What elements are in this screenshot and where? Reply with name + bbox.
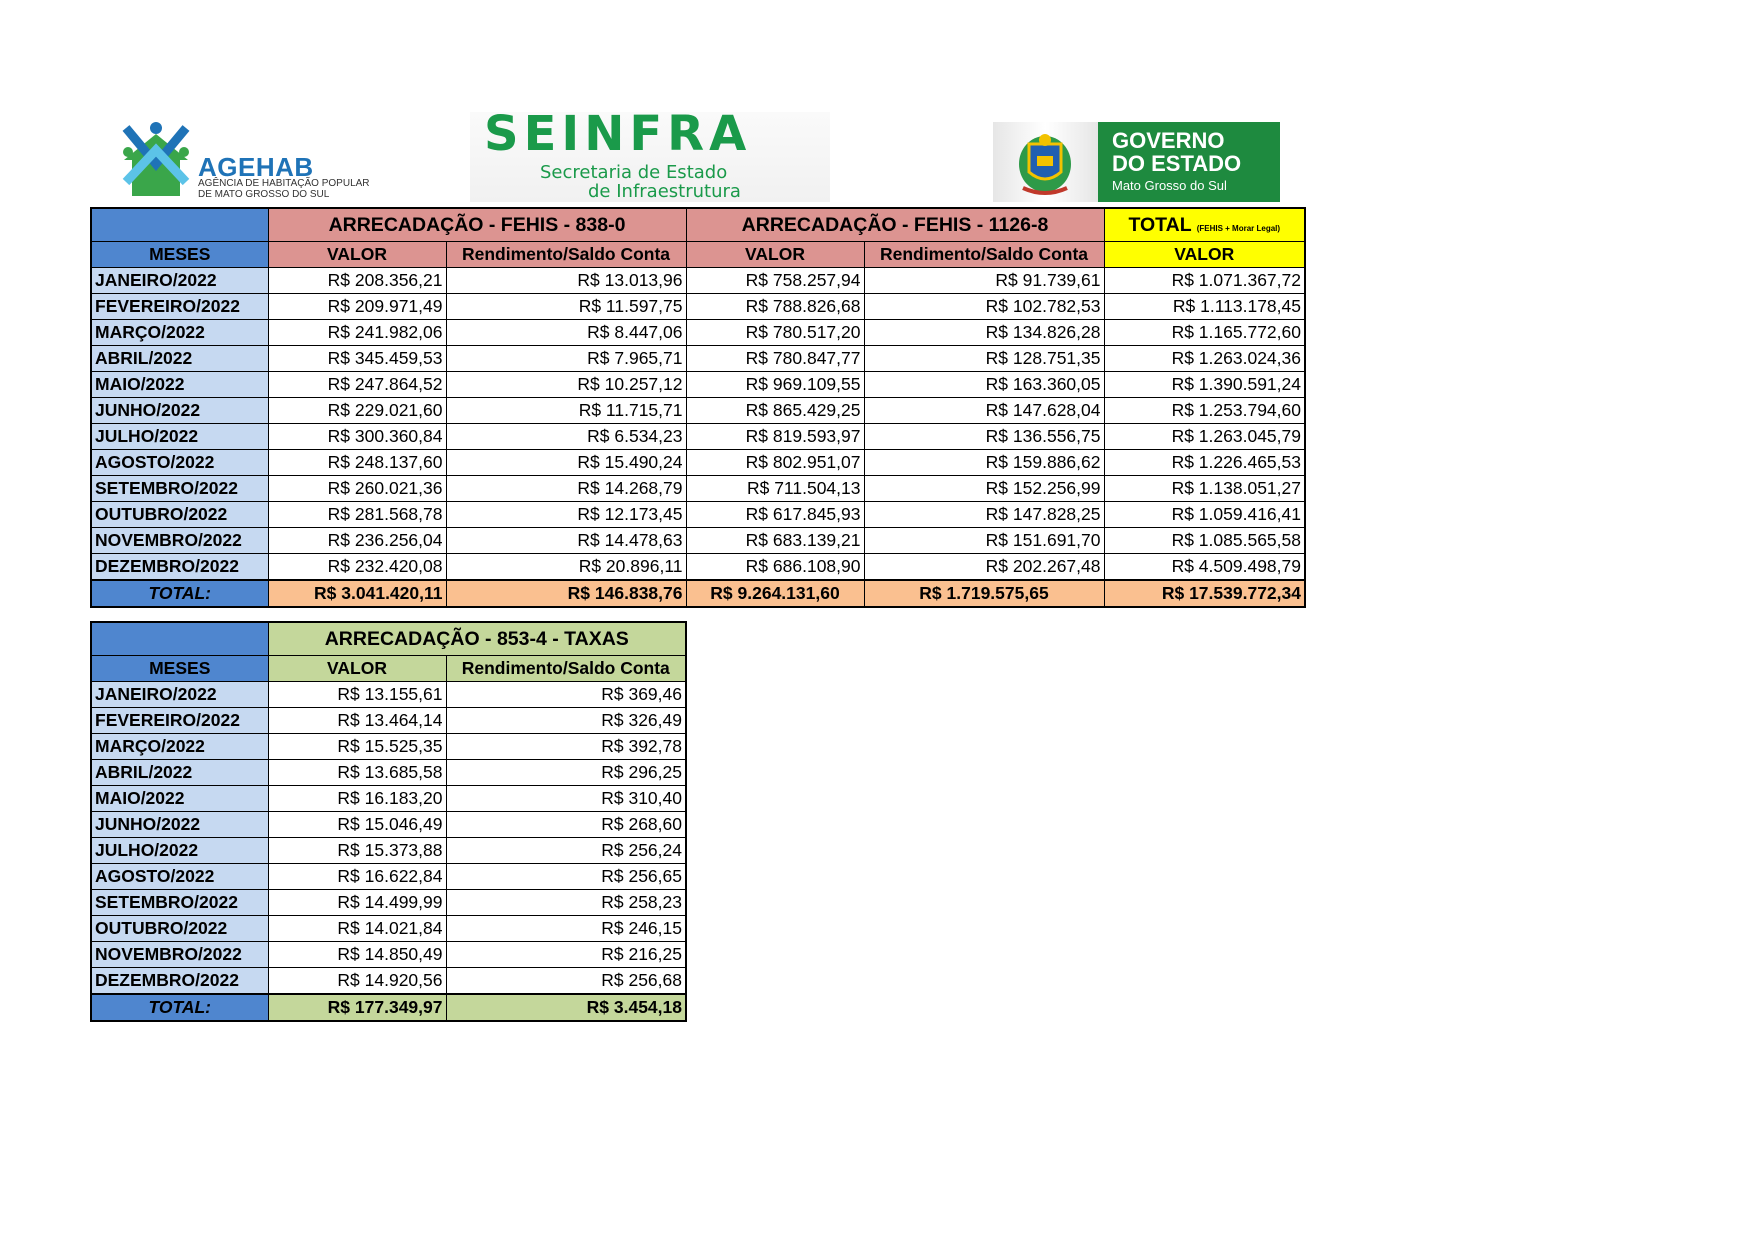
column-header-meses: MESES [91, 242, 268, 268]
table-row [91, 786, 686, 812]
table-column-header-row [91, 242, 1305, 268]
valor-cell: R$ 16.622,84 [268, 864, 446, 890]
totals-valor-838: R$ 3.041.420,11 [268, 580, 446, 607]
valor-838-cell: R$ 236.256,04 [268, 528, 446, 554]
valor-cell: R$ 14.920,56 [268, 968, 446, 995]
table-row [91, 838, 686, 864]
rendimento-cell: R$ 268,60 [446, 812, 686, 838]
valor-cell: R$ 13.685,58 [268, 760, 446, 786]
valor-1126-cell: R$ 819.593,97 [686, 424, 864, 450]
totals-row [91, 580, 1305, 607]
total-cell: R$ 1.263.045,79 [1104, 424, 1305, 450]
total-cell: R$ 1.071.367,72 [1104, 268, 1305, 294]
rendimento-1126-cell: R$ 151.691,70 [864, 528, 1104, 554]
valor-838-cell: R$ 247.864,52 [268, 372, 446, 398]
month-cell: OUTUBRO/2022 [91, 916, 268, 942]
governo-line2: DO ESTADO [1112, 151, 1242, 176]
total-header-label: TOTAL [1128, 213, 1192, 236]
valor-cell: R$ 16.183,20 [268, 786, 446, 812]
month-cell: JUNHO/2022 [91, 812, 268, 838]
valor-1126-cell: R$ 865.429,25 [686, 398, 864, 424]
valor-1126-cell: R$ 617.845,93 [686, 502, 864, 528]
seinfra-name: SEINFRA [484, 106, 752, 162]
valor-1126-cell: R$ 711.504,13 [686, 476, 864, 502]
table-row [91, 346, 1305, 372]
total-cell: R$ 1.263.024,36 [1104, 346, 1305, 372]
total-cell: R$ 1.138.051,27 [1104, 476, 1305, 502]
table-row [91, 734, 686, 760]
month-cell: JANEIRO/2022 [91, 268, 268, 294]
state-seal-icon [993, 122, 1098, 202]
month-cell: FEVEREIRO/2022 [91, 708, 268, 734]
valor-838-cell: R$ 209.971,49 [268, 294, 446, 320]
rendimento-cell: R$ 216,25 [446, 942, 686, 968]
valor-1126-cell: R$ 780.847,77 [686, 346, 864, 372]
total-cell: R$ 4.509.498,79 [1104, 554, 1305, 581]
rendimento-838-cell: R$ 7.965,71 [446, 346, 686, 372]
governo-ms-logo [993, 122, 1280, 202]
valor-838-cell: R$ 241.982,06 [268, 320, 446, 346]
valor-1126-cell: R$ 683.139,21 [686, 528, 864, 554]
table-row [91, 916, 686, 942]
rendimento-838-cell: R$ 14.268,79 [446, 476, 686, 502]
total-cell: R$ 1.253.794,60 [1104, 398, 1305, 424]
fehis-collection-table [90, 207, 1306, 608]
rendimento-cell: R$ 246,15 [446, 916, 686, 942]
rendimento-cell: R$ 326,49 [446, 708, 686, 734]
column-header-valor-total: VALOR [1104, 242, 1305, 268]
table-row [91, 890, 686, 916]
column-header-rendimento-1126: Rendimento/Saldo Conta [864, 242, 1104, 268]
valor-1126-cell: R$ 969.109,55 [686, 372, 864, 398]
table-row [91, 372, 1305, 398]
rendimento-1126-cell: R$ 163.360,05 [864, 372, 1104, 398]
seinfra-logo [470, 106, 830, 202]
valor-cell: R$ 14.021,84 [268, 916, 446, 942]
valor-cell: R$ 13.155,61 [268, 682, 446, 708]
rendimento-cell: R$ 392,78 [446, 734, 686, 760]
valor-cell: R$ 15.525,35 [268, 734, 446, 760]
valor-838-cell: R$ 260.021,36 [268, 476, 446, 502]
column-header-rendimento-838: Rendimento/Saldo Conta [446, 242, 686, 268]
table-row [91, 968, 686, 995]
rendimento-1126-cell: R$ 128.751,35 [864, 346, 1104, 372]
rendimento-cell: R$ 296,25 [446, 760, 686, 786]
totals-rendimento-1126: R$ 1.719.575,65 [864, 580, 1104, 607]
valor-838-cell: R$ 248.137,60 [268, 450, 446, 476]
rendimento-838-cell: R$ 8.447,06 [446, 320, 686, 346]
rendimento-838-cell: R$ 15.490,24 [446, 450, 686, 476]
rendimento-838-cell: R$ 12.173,45 [446, 502, 686, 528]
month-cell: JUNHO/2022 [91, 398, 268, 424]
group-header-fehis-1126: ARRECADAÇÃO - FEHIS - 1126-8 [686, 208, 1104, 242]
table-row [91, 294, 1305, 320]
rendimento-838-cell: R$ 20.896,11 [446, 554, 686, 581]
rendimento-1126-cell: R$ 91.739,61 [864, 268, 1104, 294]
valor-cell: R$ 15.046,49 [268, 812, 446, 838]
rendimento-cell: R$ 310,40 [446, 786, 686, 812]
month-cell: MARÇO/2022 [91, 734, 268, 760]
column-header-meses: MESES [91, 656, 268, 682]
rendimento-cell: R$ 369,46 [446, 682, 686, 708]
valor-838-cell: R$ 345.459,53 [268, 346, 446, 372]
column-header-valor-1126: VALOR [686, 242, 864, 268]
totals-row [91, 994, 686, 1021]
table-row [91, 528, 1305, 554]
totals-valor: R$ 177.349,97 [268, 994, 446, 1021]
month-cell: NOVEMBRO/2022 [91, 528, 268, 554]
rendimento-cell: R$ 256,65 [446, 864, 686, 890]
valor-838-cell: R$ 229.021,60 [268, 398, 446, 424]
group-header-taxas: ARRECADAÇÃO - 853-4 - TAXAS [268, 622, 686, 656]
agehab-subtitle [198, 178, 388, 200]
rendimento-1126-cell: R$ 134.826,28 [864, 320, 1104, 346]
table-row [91, 502, 1305, 528]
table-row [91, 942, 686, 968]
month-cell: JANEIRO/2022 [91, 682, 268, 708]
rendimento-1126-cell: R$ 159.886,62 [864, 450, 1104, 476]
governo-line1: GOVERNO [1112, 128, 1225, 153]
month-cell: JULHO/2022 [91, 838, 268, 864]
totals-label: TOTAL: [91, 994, 268, 1021]
rendimento-1126-cell: R$ 152.256,99 [864, 476, 1104, 502]
seinfra-subtitle-line2: de Infraestrutura [588, 181, 741, 202]
agehab-name: AGEHAB [198, 152, 314, 182]
agehab-house-icon [116, 120, 196, 198]
seinfra-subtitle-line1: Secretaria de Estado [540, 162, 728, 183]
table-row [91, 760, 686, 786]
rendimento-838-cell: R$ 10.257,12 [446, 372, 686, 398]
total-cell: R$ 1.085.565,58 [1104, 528, 1305, 554]
group-header-total [1104, 208, 1305, 242]
table-group-header-row [91, 208, 1305, 242]
month-cell: DEZEMBRO/2022 [91, 968, 268, 995]
table-row [91, 864, 686, 890]
total-header-note: (FEHIS + Morar Legal) [1196, 223, 1281, 233]
rendimento-838-cell: R$ 13.013,96 [446, 268, 686, 294]
rendimento-cell: R$ 256,24 [446, 838, 686, 864]
table-column-header-row [91, 656, 686, 682]
month-cell: NOVEMBRO/2022 [91, 942, 268, 968]
table-row [91, 320, 1305, 346]
month-cell: JULHO/2022 [91, 424, 268, 450]
month-cell: SETEMBRO/2022 [91, 890, 268, 916]
taxas-collection-table [90, 621, 687, 1022]
valor-1126-cell: R$ 788.826,68 [686, 294, 864, 320]
table-group-header-row [91, 622, 686, 656]
agehab-subtitle-line1: AGÊNCIA DE HABITAÇÃO POPULAR [198, 178, 370, 189]
governo-line3: Mato Grosso do Sul [1112, 178, 1227, 193]
month-cell: ABRIL/2022 [91, 760, 268, 786]
table-row [91, 268, 1305, 294]
rendimento-1126-cell: R$ 102.782,53 [864, 294, 1104, 320]
month-cell: ABRIL/2022 [91, 346, 268, 372]
table-row [91, 708, 686, 734]
totals-label: TOTAL: [91, 580, 268, 607]
rendimento-838-cell: R$ 6.534,23 [446, 424, 686, 450]
valor-1126-cell: R$ 780.517,20 [686, 320, 864, 346]
table-row [91, 398, 1305, 424]
rendimento-cell: R$ 256,68 [446, 968, 686, 995]
valor-1126-cell: R$ 758.257,94 [686, 268, 864, 294]
column-header-rendimento: Rendimento/Saldo Conta [446, 656, 686, 682]
month-cell: SETEMBRO/2022 [91, 476, 268, 502]
rendimento-838-cell: R$ 11.715,71 [446, 398, 686, 424]
month-cell: MAIO/2022 [91, 786, 268, 812]
agehab-logo [116, 120, 386, 200]
total-cell: R$ 1.226.465,53 [1104, 450, 1305, 476]
rendimento-838-cell: R$ 11.597,75 [446, 294, 686, 320]
table-row [91, 682, 686, 708]
total-cell: R$ 1.113.178,45 [1104, 294, 1305, 320]
rendimento-1126-cell: R$ 147.828,25 [864, 502, 1104, 528]
valor-1126-cell: R$ 802.951,07 [686, 450, 864, 476]
month-cell: MAIO/2022 [91, 372, 268, 398]
corner-cell [91, 208, 268, 242]
valor-838-cell: R$ 232.420,08 [268, 554, 446, 581]
month-cell: DEZEMBRO/2022 [91, 554, 268, 581]
valor-1126-cell: R$ 686.108,90 [686, 554, 864, 581]
rendimento-1126-cell: R$ 147.628,04 [864, 398, 1104, 424]
table-row [91, 424, 1305, 450]
corner-cell [91, 622, 268, 656]
rendimento-1126-cell: R$ 136.556,75 [864, 424, 1104, 450]
valor-838-cell: R$ 281.568,78 [268, 502, 446, 528]
valor-838-cell: R$ 300.360,84 [268, 424, 446, 450]
rendimento-cell: R$ 258,23 [446, 890, 686, 916]
column-header-valor-838: VALOR [268, 242, 446, 268]
table-row [91, 450, 1305, 476]
valor-cell: R$ 14.499,99 [268, 890, 446, 916]
group-header-fehis-838: ARRECADAÇÃO - FEHIS - 838-0 [268, 208, 686, 242]
agehab-subtitle-line2: DE MATO GROSSO DO SUL [198, 189, 330, 200]
month-cell: AGOSTO/2022 [91, 450, 268, 476]
table-row [91, 554, 1305, 581]
month-cell: AGOSTO/2022 [91, 864, 268, 890]
month-cell: OUTUBRO/2022 [91, 502, 268, 528]
table-row [91, 476, 1305, 502]
totals-grand-total: R$ 17.539.772,34 [1104, 580, 1305, 607]
totals-rendimento-838: R$ 146.838,76 [446, 580, 686, 607]
total-cell: R$ 1.059.416,41 [1104, 502, 1305, 528]
valor-cell: R$ 13.464,14 [268, 708, 446, 734]
totals-rendimento: R$ 3.454,18 [446, 994, 686, 1021]
rendimento-838-cell: R$ 14.478,63 [446, 528, 686, 554]
governo-text-box [1098, 122, 1280, 202]
column-header-valor: VALOR [268, 656, 446, 682]
table-row [91, 812, 686, 838]
total-cell: R$ 1.390.591,24 [1104, 372, 1305, 398]
total-cell: R$ 1.165.772,60 [1104, 320, 1305, 346]
valor-838-cell: R$ 208.356,21 [268, 268, 446, 294]
valor-cell: R$ 15.373,88 [268, 838, 446, 864]
month-cell: FEVEREIRO/2022 [91, 294, 268, 320]
totals-valor-1126: R$ 9.264.131,60 [686, 580, 864, 607]
valor-cell: R$ 14.850,49 [268, 942, 446, 968]
rendimento-1126-cell: R$ 202.267,48 [864, 554, 1104, 581]
month-cell: MARÇO/2022 [91, 320, 268, 346]
